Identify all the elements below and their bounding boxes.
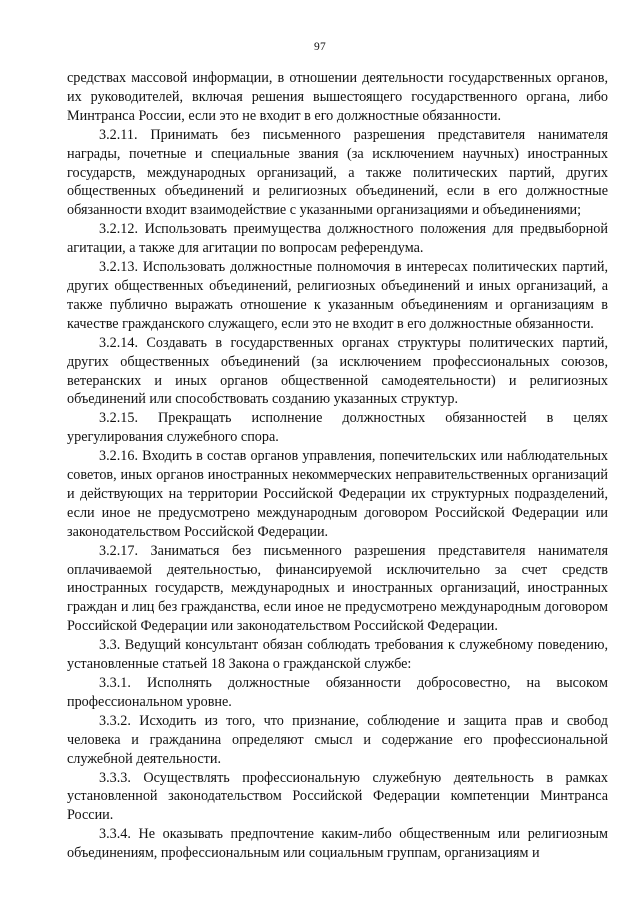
paragraph-3-2-16: 3.2.16. Входить в состав органов управления, попечительских или наблюдательных советов, иных органов иностранных некоммерческих неправительственных организаций и действующих на территории Российской Федерации их структурных подразделений, если иное не предусмотрено международным договором Российской Федерации или законодательством Российской Федерации. [67,448,608,540]
paragraph-continuation: средствах массовой информации, в отношении деятельности государственных органов, их руководителей, включая решения вышестоящего государственного органа, либо Минтранса России, если это не входит в его должностные обязанности. [67,70,608,124]
paragraph-3-2-15: 3.2.15. Прекращать исполнение должностных обязанностей в целях урегулирования служебного спора. [67,410,608,446]
paragraph-3-3-3: 3.3.3. Осуществлять профессиональную служебную деятельность в рамках установленной законодательством Российской Федерации компетенции Минтранса России. [67,769,608,824]
document-body [67,69,608,863]
paragraph-3-3-1: 3.3.1. Исполнять должностные обязанности добросовестно, на высоком профессиональном уровне. [67,675,608,710]
paragraph-3-3-2: 3.3.2. Исходить из того, что признание, соблюдение и защита прав и свобод человека и гражданина определяют смысл и содержание его профессиональной служебной деятельности. [67,712,608,767]
paragraph-3-2-11: 3.2.11. Принимать без письменного разрешения представителя нанимателя награды, почетные и специальные звания (за исключением научных) иностранных государств, международных организаций, а также политических партий, других общественных объединений и религиозных объединений, если в его должностные обязанности входит взаимодействие с указанными организациями и объединениями; [67,126,608,219]
paragraph-3-3-4: 3.3.4. Не оказывать предпочтение каким-либо общественным или религиозным объединениям, профессиональным или социальным группам, организациям и [67,826,608,862]
paragraph-3-2-14: 3.2.14. Создавать в государственных органах структуры политических партий, других общественных объединений (за исключением профессиональных союзов, ветеранских и иных органов общественной самодеятельности) и религиозных объединений или способствовать созданию указанных структур. [67,334,608,408]
paragraph-3-2-17: 3.2.17. Заниматься без письменного разрешения представителя нанимателя оплачиваемой деятельностью, финансируемой исключительно за счет средств иностранных государств, международных и иностранных организаций, иностранных граждан и лиц без гражданства, если иное не предусмотрено международным договором Российской Федерации или законодательством Российской Федерации. [67,542,608,635]
page-number: 97 [313,41,327,53]
paragraph-3-2-13: 3.2.13. Использовать должностные полномочия в интересах политических партий, других общественных объединений, религиозных объединений и иных организаций, а также публично выражать отношение к указанным объединениям и организациям в качестве гражданского служащего, если это не входит в его должностные обязанности. [67,259,608,332]
paragraph-3-2-12: 3.2.12. Использовать преимущества должностного положения для предвыборной агитации, а также для агитации по вопросам референдума. [67,221,608,257]
paragraph-3-3: 3.3. Ведущий консультант обязан соблюдать требования к служебному поведению, установленные статьей 18 Закона о гражданской службе: [67,637,608,673]
